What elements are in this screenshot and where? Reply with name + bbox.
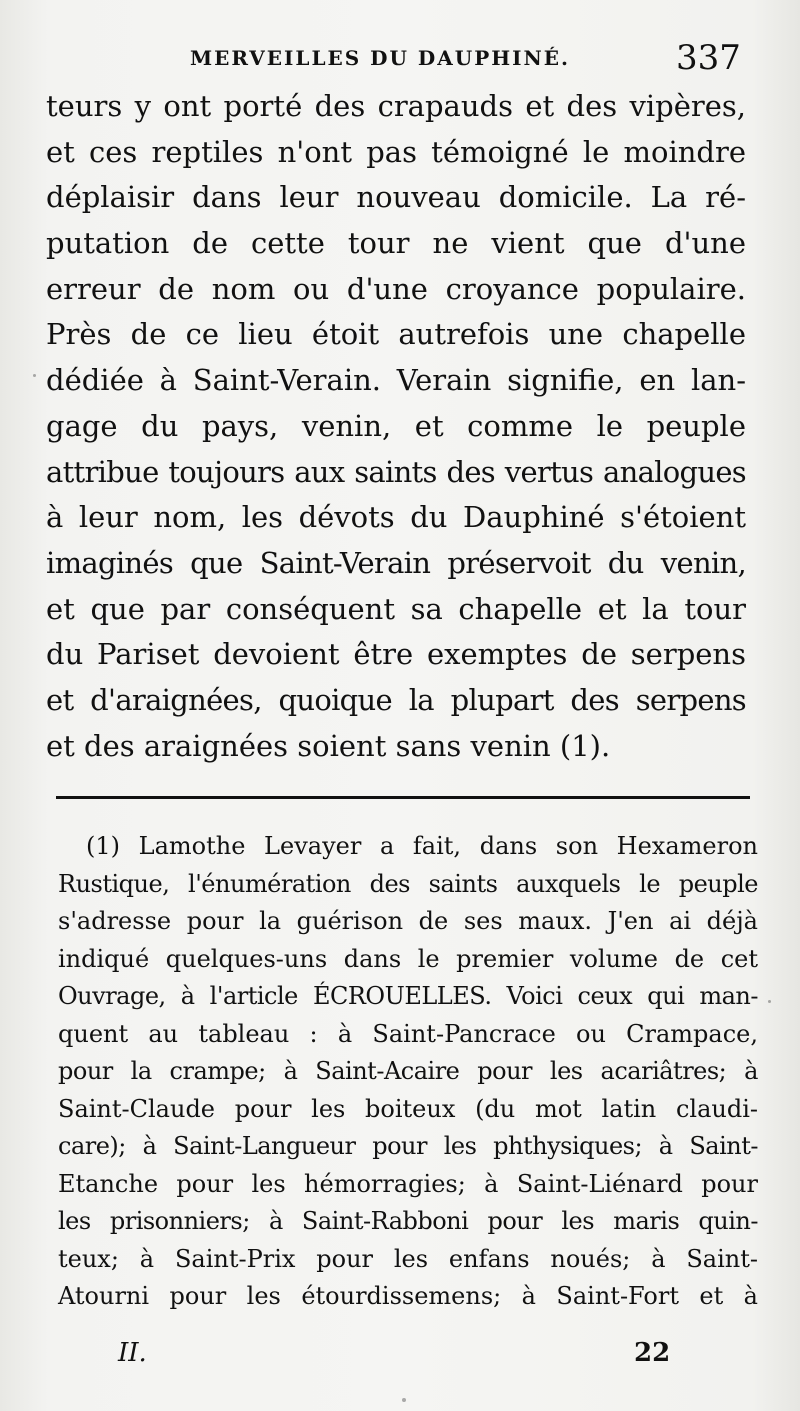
ink-speck <box>33 374 36 377</box>
footnote-line: Atourni pour les étourdissemens; à Saint-Fort et à <box>58 1282 758 1310</box>
footnote-line: Ouvrage, à l'article ÉCROUELLES. Voici ceux qui man- <box>58 982 758 1010</box>
footnote-line: s'adresse pour la guérison de ses maux. J'en ai déjà <box>58 907 758 935</box>
main-text-block <box>46 84 746 769</box>
main-text-line: teurs y ont porté des crapauds et des vipères, <box>46 89 746 123</box>
main-text-line: et des araignées soient sans venin (1). <box>46 728 611 763</box>
main-text-line: imaginés que Saint-Verain préservoit du venin, <box>46 545 746 580</box>
main-text-line: du Pariset devoient être exemptes de serpens <box>46 637 746 672</box>
running-title: MERVEILLES DU DAUPHINÉ. <box>190 46 571 70</box>
main-text-line: putation de cette tour ne vient que d'une <box>46 226 746 261</box>
main-text-line: et d'araignées, quoique la plupart des serpens <box>46 682 746 717</box>
footnote-line: indiqué quelques-uns dans le premier volume de cet <box>58 944 758 973</box>
footnote-block <box>58 828 758 1316</box>
main-text-line: erreur de nom ou d'une croyance populaire. <box>46 271 746 306</box>
footnote-line: care); à Saint-Langueur pour les phthysiques; à Saint- <box>58 1132 758 1160</box>
ink-speck <box>768 1000 771 1003</box>
main-text-line: Près de ce lieu étoit autrefois une chapelle <box>46 317 746 352</box>
main-text-line: déplaisir dans leur nouveau domicile. La ré- <box>46 180 746 215</box>
ink-speck <box>402 1398 406 1402</box>
main-text-line: gage du pays, venin, et comme le peuple <box>46 408 746 443</box>
footnote-line: les prisonniers; à Saint-Rabboni pour les maris quin- <box>58 1207 758 1235</box>
footnote-line: Saint-Claude pour les boiteux (du mot latin claudi- <box>58 1094 758 1123</box>
footnote-line: quent au tableau : à Saint-Pancrace ou Crampace, <box>58 1019 758 1048</box>
volume-mark: II. <box>118 1338 147 1368</box>
footnote-line: (1) Lamothe Levayer a fait, dans son Hexameron <box>86 832 758 860</box>
main-text-line: dédiée à Saint-Verain. Verain signifie, en lan- <box>46 363 746 398</box>
signature-mark: 22 <box>634 1338 671 1368</box>
main-text-line: et que par conséquent sa chapelle et la tour <box>46 591 746 626</box>
page-number: 337 <box>676 38 741 78</box>
running-head <box>0 38 800 84</box>
footnote-line: Etanche pour les hémorragies; à Saint-Liénard pour <box>58 1169 758 1198</box>
main-text-line: attribue toujours aux saints des vertus analogues <box>46 454 746 489</box>
footnote-separator-rule <box>56 796 750 799</box>
main-text-line: à leur nom, les dévots du Dauphiné s'étoient <box>46 500 746 535</box>
footnote-line: pour la crampe; à Saint-Acaire pour les acariâtres; à <box>58 1057 758 1085</box>
footnote-line: teux; à Saint-Prix pour les enfans noués; à Saint- <box>58 1244 758 1273</box>
footnote-line: Rustique, l'énumération des saints auxquels le peuple <box>58 869 758 898</box>
page-footer <box>0 1338 800 1374</box>
main-text-line: et ces reptiles n'ont pas témoigné le moindre <box>46 134 746 169</box>
